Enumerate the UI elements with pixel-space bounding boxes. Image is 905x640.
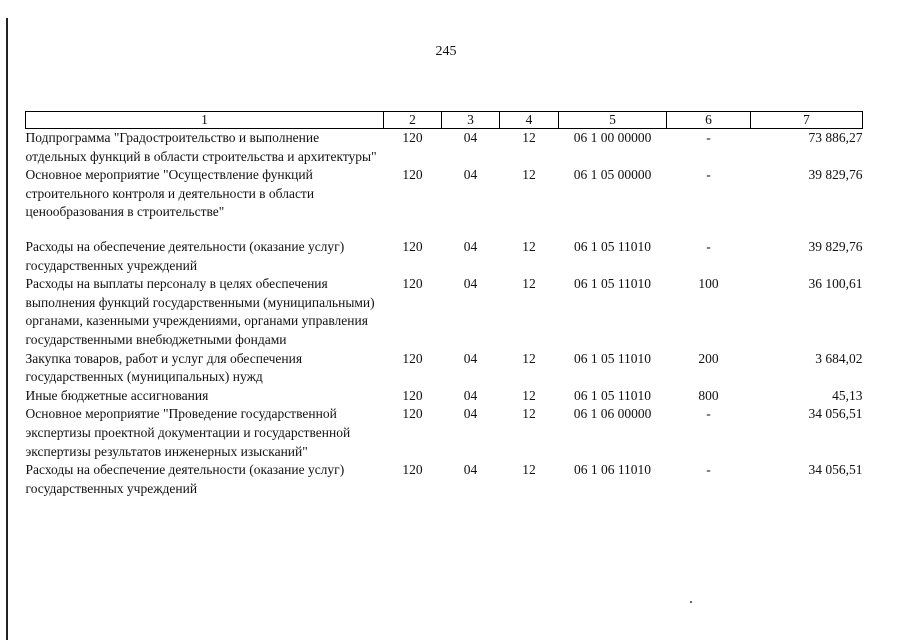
table-row xyxy=(26,387,863,406)
row-col-4: 12 xyxy=(522,350,536,366)
row-col-2: 120 xyxy=(402,462,423,478)
header-row xyxy=(26,112,863,129)
row-col-6: - xyxy=(706,462,711,478)
row-name: Закупка товаров, работ и услуг для обеспечения государственных (муниципальных) нужд xyxy=(25,350,303,385)
row-col-6: 200 xyxy=(698,350,719,366)
row-col-2: 120 xyxy=(402,238,423,254)
row-col-6: - xyxy=(706,406,711,422)
row-name: Иные бюджетные ассигнования xyxy=(25,387,209,403)
page-number: 245 xyxy=(435,44,457,59)
row-name: Основное мероприятие "Осуществление функций строительного контроля и деятельности в области ценообразования в строительстве" xyxy=(25,167,315,220)
row-col-3: 04 xyxy=(463,387,478,403)
row-col-6: - xyxy=(706,167,711,183)
row-col-2: 120 xyxy=(402,350,423,366)
row-col-5: 06 1 05 11010 xyxy=(573,387,652,403)
scan-speck xyxy=(690,601,692,603)
row-col-5: 06 1 05 11010 xyxy=(573,238,652,254)
row-name: Основное мероприятие "Проведение государственной экспертизы проектной документации и государственной экспертизы результатов инженерных изысканий" xyxy=(25,406,351,459)
row-col-3: 04 xyxy=(463,130,478,145)
header-col-4: 4 xyxy=(500,112,559,129)
row-name: Расходы на выплаты персоналу в целях обеспечения выполнения функций государственными (муниципальными) органами, казенными учреждениями, органами управления государственными внебюджетными фондами xyxy=(25,276,375,347)
table-row xyxy=(26,275,863,349)
row-col-5: 06 1 05 00000 xyxy=(573,167,652,183)
row-col-4: 12 xyxy=(522,387,536,403)
row-col-5: 06 1 06 11010 xyxy=(573,462,652,478)
row-col-2: 120 xyxy=(402,130,423,145)
row-amount: 34 056,51 xyxy=(808,462,863,478)
row-col-2: 120 xyxy=(402,167,423,183)
row-col-6: 800 xyxy=(698,387,719,403)
row-col-4: 12 xyxy=(522,238,536,254)
row-amount: 34 056,51 xyxy=(808,406,863,422)
header-col-7: 7 xyxy=(751,112,863,129)
row-col-3: 04 xyxy=(463,167,478,183)
row-col-3: 04 xyxy=(463,406,478,422)
table-row xyxy=(26,166,863,238)
header-col-2: 2 xyxy=(384,112,442,129)
row-col-2: 120 xyxy=(402,276,423,292)
table-row xyxy=(26,350,863,387)
row-col-4: 12 xyxy=(522,276,536,292)
row-name: Расходы на обеспечение деятельности (оказание услуг) государственных учреждений xyxy=(25,238,345,273)
row-col-3: 04 xyxy=(463,238,478,254)
row-col-2: 120 xyxy=(402,406,423,422)
row-amount: 73 886,27 xyxy=(808,130,863,145)
row-amount: 45,13 xyxy=(832,387,863,403)
row-col-6: 100 xyxy=(698,276,719,292)
row-col-3: 04 xyxy=(463,276,478,292)
table-row xyxy=(26,238,863,275)
row-col-5: 06 1 05 11010 xyxy=(573,350,652,366)
row-col-3: 04 xyxy=(463,462,478,478)
row-col-3: 04 xyxy=(463,350,478,366)
row-amount: 3 684,02 xyxy=(815,350,863,366)
table-row xyxy=(26,461,863,498)
row-amount: 39 829,76 xyxy=(808,238,863,254)
header-col-6: 6 xyxy=(667,112,751,129)
row-col-4: 12 xyxy=(522,167,536,183)
row-col-2: 120 xyxy=(402,387,423,403)
row-col-5: 06 1 00 00000 xyxy=(573,130,652,145)
row-name: Расходы на обеспечение деятельности (оказание услуг) государственных учреждений xyxy=(25,462,345,496)
row-col-4: 12 xyxy=(522,130,536,145)
header-col-3: 3 xyxy=(442,112,500,129)
row-amount: 36 100,61 xyxy=(808,276,863,292)
row-col-6: - xyxy=(706,238,711,254)
header-col-5: 5 xyxy=(559,112,667,129)
row-amount: 39 829,76 xyxy=(808,167,863,183)
table-row xyxy=(26,405,863,461)
row-col-5: 06 1 06 00000 xyxy=(573,406,652,422)
row-col-5: 06 1 05 11010 xyxy=(573,276,652,292)
row-col-4: 12 xyxy=(522,462,536,478)
row-col-6: - xyxy=(706,130,711,145)
page-left-border xyxy=(6,18,8,640)
budget-table xyxy=(25,111,863,498)
row-name: Подпрограмма "Градостроительство и выполнение отдельных функций в области строительства и архитектуры" xyxy=(25,130,377,164)
row-col-4: 12 xyxy=(522,406,536,422)
header-col-1: 1 xyxy=(26,112,384,129)
table-row xyxy=(26,129,863,167)
